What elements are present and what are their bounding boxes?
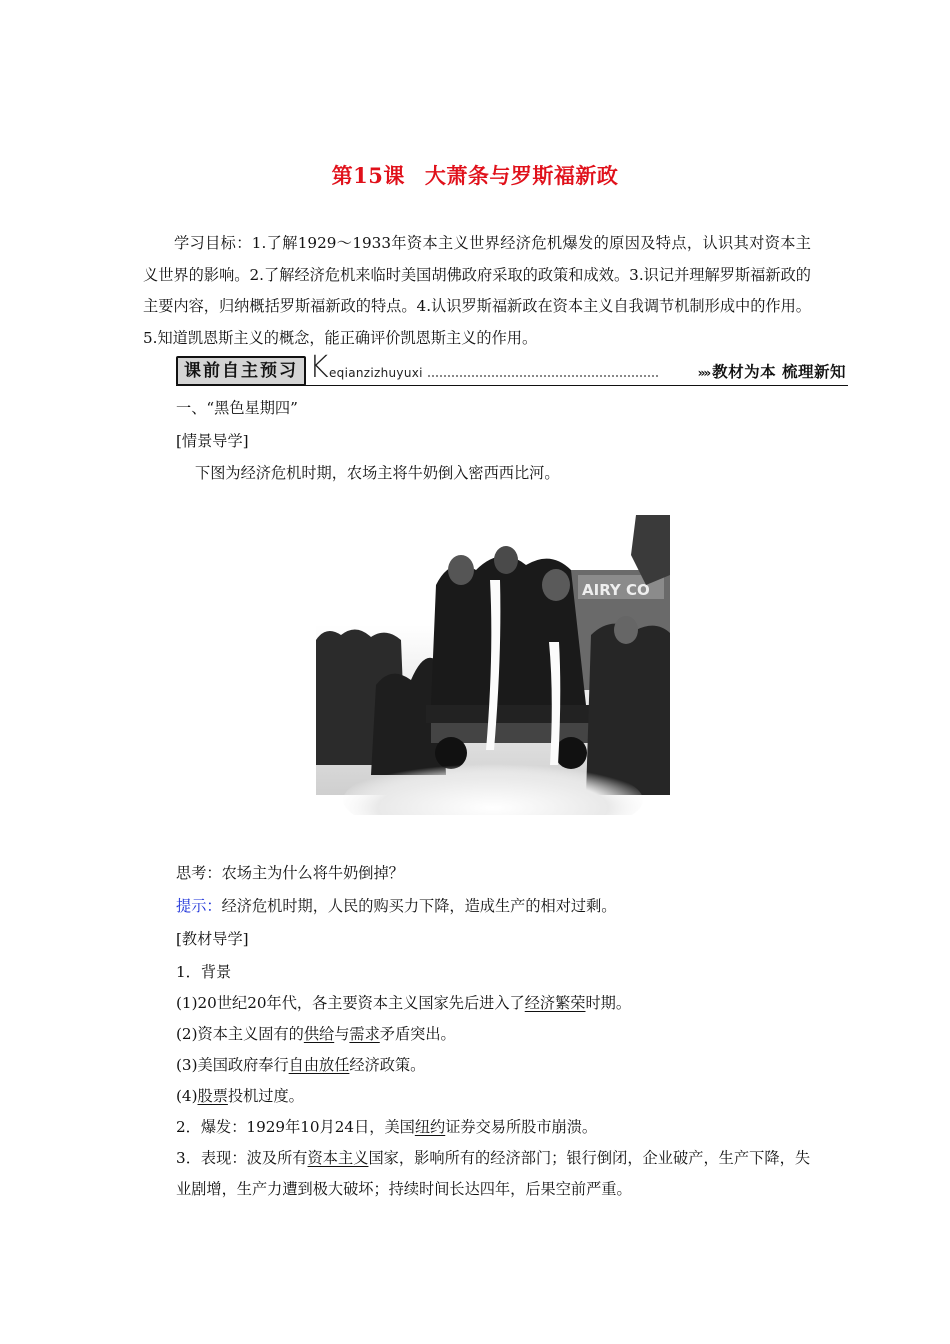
scene-label: [情景导学]: [176, 432, 249, 450]
background-point-1: [176, 993, 631, 1013]
text-segment: 国家，影响所有的经济部门；银行倒闭，企业破产，生产下降，失业剧增，生产力遭到极大破坏；持续时间长达四年，后果空前严重。: [176, 1149, 811, 1198]
photo-sign-text: AIRY CO: [582, 581, 650, 599]
background-point-3: [176, 1055, 425, 1075]
text-segment: 与: [334, 1025, 350, 1043]
text-segment: (3)美国政府奉行: [176, 1056, 289, 1074]
background-point-2: [176, 1024, 456, 1044]
hint-label: 提示：: [176, 897, 222, 915]
text-segment: 2．爆发：1929年10月24日，美国: [176, 1118, 415, 1136]
text-segment: 证券交易所股市崩溃。: [445, 1118, 598, 1136]
item-outbreak: [176, 1117, 597, 1137]
chevron-right-icon: »»: [697, 366, 710, 380]
milk-dumping-photo: [316, 515, 670, 837]
question: 思考：农场主为什么将牛奶倒掉？: [176, 864, 404, 882]
text-segment: (4): [176, 1087, 198, 1105]
text-segment: 时期。: [585, 994, 632, 1012]
text-segment: 经济政策。: [349, 1056, 426, 1074]
underlined-term: 需求: [349, 1025, 380, 1043]
lesson-title: [0, 160, 950, 190]
underlined-term: 供给: [303, 1025, 335, 1043]
banner-label: 课前自主预习: [176, 356, 306, 386]
banner-pinyin: eqianzizhuyuxi: [329, 366, 423, 380]
learning-objectives: 学习目标：1.了解1929～1933年资本主义世界经济危机爆发的原因及特点，认识其对资本主义世界的影响。2.了解经济危机来临时美国胡佛政府采取的政策和成效。3.识记并理解罗斯福新政的主要内容，归纳概括罗斯福新政的特点。4.认识罗斯福新政在资本主义自我调节机制形成中的作用。5.知道凯恩斯主义的概念，能正确评价凯恩斯主义的作用。: [143, 234, 811, 347]
underlined-term: 纽约: [414, 1118, 446, 1136]
text-segment: 矛盾突出。: [379, 1025, 456, 1043]
text-segment: (2)资本主义固有的: [176, 1025, 304, 1043]
scene-text: 下图为经济危机时期，农场主将牛奶倒入密西西比河。: [195, 464, 560, 482]
underlined-term: 自由放任: [288, 1056, 350, 1074]
text-segment: 3．表现：波及所有: [176, 1149, 308, 1167]
underlined-term: 经济繁荣: [524, 994, 586, 1012]
hint: [176, 896, 616, 916]
textbook-label: [教材导学]: [176, 930, 249, 948]
background-point-4: [176, 1086, 304, 1106]
hint-text: 经济危机时期，人民的购买力下降，造成生产的相对过剩。: [221, 897, 617, 915]
banner-dotted-rule: [428, 375, 658, 377]
lesson-name: 大萧条与罗斯福新政: [424, 163, 619, 188]
underlined-term: 股票: [197, 1087, 228, 1105]
text-segment: (1)20世纪20年代，各主要资本主义国家先后进入了: [176, 994, 525, 1012]
underlined-term: 资本主义: [307, 1149, 369, 1167]
banner-slogan: [698, 360, 846, 382]
text-segment: 投机过度。: [227, 1087, 304, 1105]
banner-slogan-text: 教材为本 梳理新知: [712, 363, 846, 381]
section-banner: [176, 350, 848, 386]
item-background-title: 1．背景: [176, 963, 232, 981]
item-manifestation: [176, 1143, 810, 1205]
section-heading: 一、“黑色星期四”: [176, 399, 298, 417]
banner-underline: [176, 385, 848, 386]
lesson-number: 第15课: [331, 163, 405, 188]
banner-initial: K: [309, 350, 329, 385]
